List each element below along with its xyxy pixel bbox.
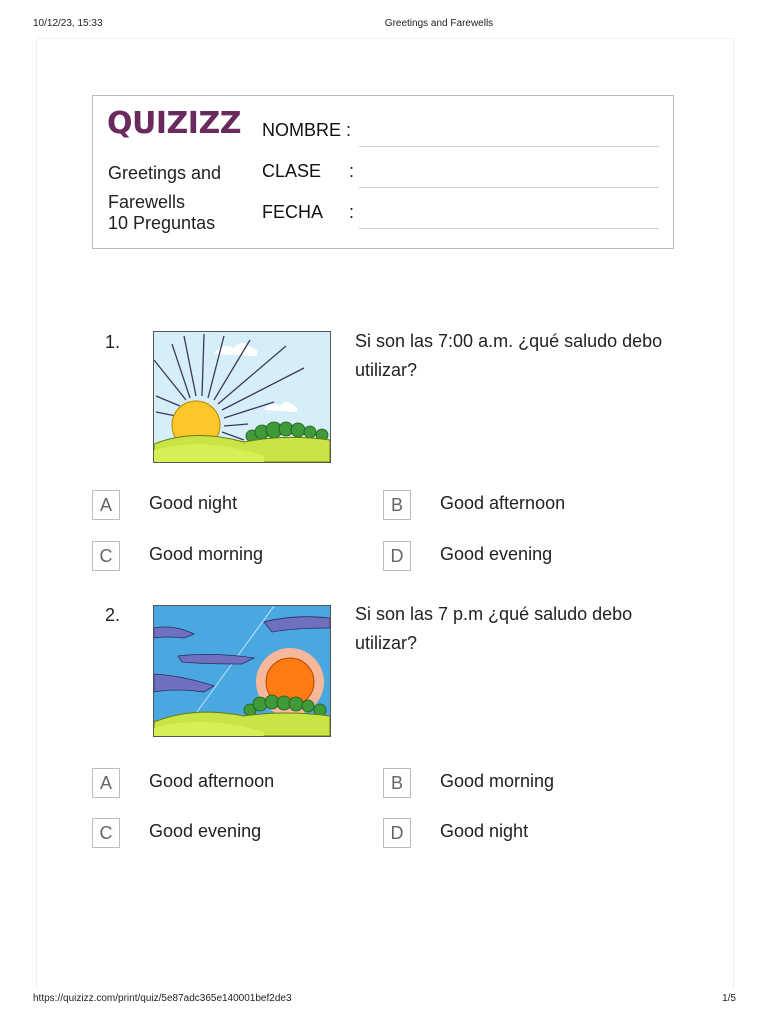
sunrise-morning-icon xyxy=(153,331,331,463)
question-2-option-a[interactable] xyxy=(92,768,352,800)
question-count: 10 Preguntas xyxy=(108,213,216,233)
question-1-text: Si son las 7:00 a.m. ¿qué saludo debo utilizar? xyxy=(355,331,663,380)
option-text: Good night xyxy=(440,821,529,841)
option-letter-box: A xyxy=(92,768,120,798)
option-letter-box: C xyxy=(92,541,120,571)
option-letter-box: D xyxy=(383,541,411,571)
print-datetime: 10/12/23, 15:33 xyxy=(33,18,103,29)
question-1-number: 1. xyxy=(105,332,121,352)
option-text: Good evening xyxy=(440,544,553,564)
print-header xyxy=(0,18,768,32)
question-2-option-d[interactable] xyxy=(383,818,663,850)
name-label: NOMBRE : xyxy=(262,120,352,140)
class-line xyxy=(359,187,659,188)
option-text: Good afternoon xyxy=(149,771,275,791)
question-2-text: Si son las 7 p.m ¿qué saludo debo utilizar? xyxy=(355,604,633,653)
print-url[interactable]: https://quizizz.com/print/quiz/5e87adc365e140001bef2de3 xyxy=(33,993,292,1004)
question-1-option-a[interactable] xyxy=(92,490,352,522)
sunset-evening-icon xyxy=(153,605,331,737)
option-letter-box: A xyxy=(92,490,120,520)
option-text: Good evening xyxy=(149,821,262,841)
option-text: Good morning xyxy=(149,544,264,564)
date-colon: : xyxy=(349,202,355,222)
option-text: Good afternoon xyxy=(440,493,566,513)
option-text: Good morning xyxy=(440,771,555,791)
question-1-option-d[interactable] xyxy=(383,541,663,573)
page-number: 1/5 xyxy=(722,993,736,1004)
question-1-option-c[interactable] xyxy=(92,541,352,573)
option-letter-box: C xyxy=(92,818,120,848)
question-2-option-b[interactable] xyxy=(383,768,663,800)
quizizz-logo: QUIZIZZ xyxy=(107,106,241,141)
quiz-title: Greetings and Farewells xyxy=(108,163,222,212)
question-2-option-c[interactable] xyxy=(92,818,352,850)
option-letter-box: B xyxy=(383,490,411,520)
date-label: FECHA xyxy=(262,202,324,222)
print-title: Greetings and Farewells xyxy=(384,18,494,29)
class-label: CLASE xyxy=(262,161,322,181)
date-line xyxy=(359,228,659,229)
question-1-option-b[interactable] xyxy=(383,490,663,522)
class-colon: : xyxy=(349,161,355,181)
option-letter-box: B xyxy=(383,768,411,798)
option-letter-box: D xyxy=(383,818,411,848)
name-line xyxy=(359,146,659,147)
quiz-header-box xyxy=(92,95,674,249)
question-2-number: 2. xyxy=(105,605,121,625)
option-text: Good night xyxy=(149,493,238,513)
